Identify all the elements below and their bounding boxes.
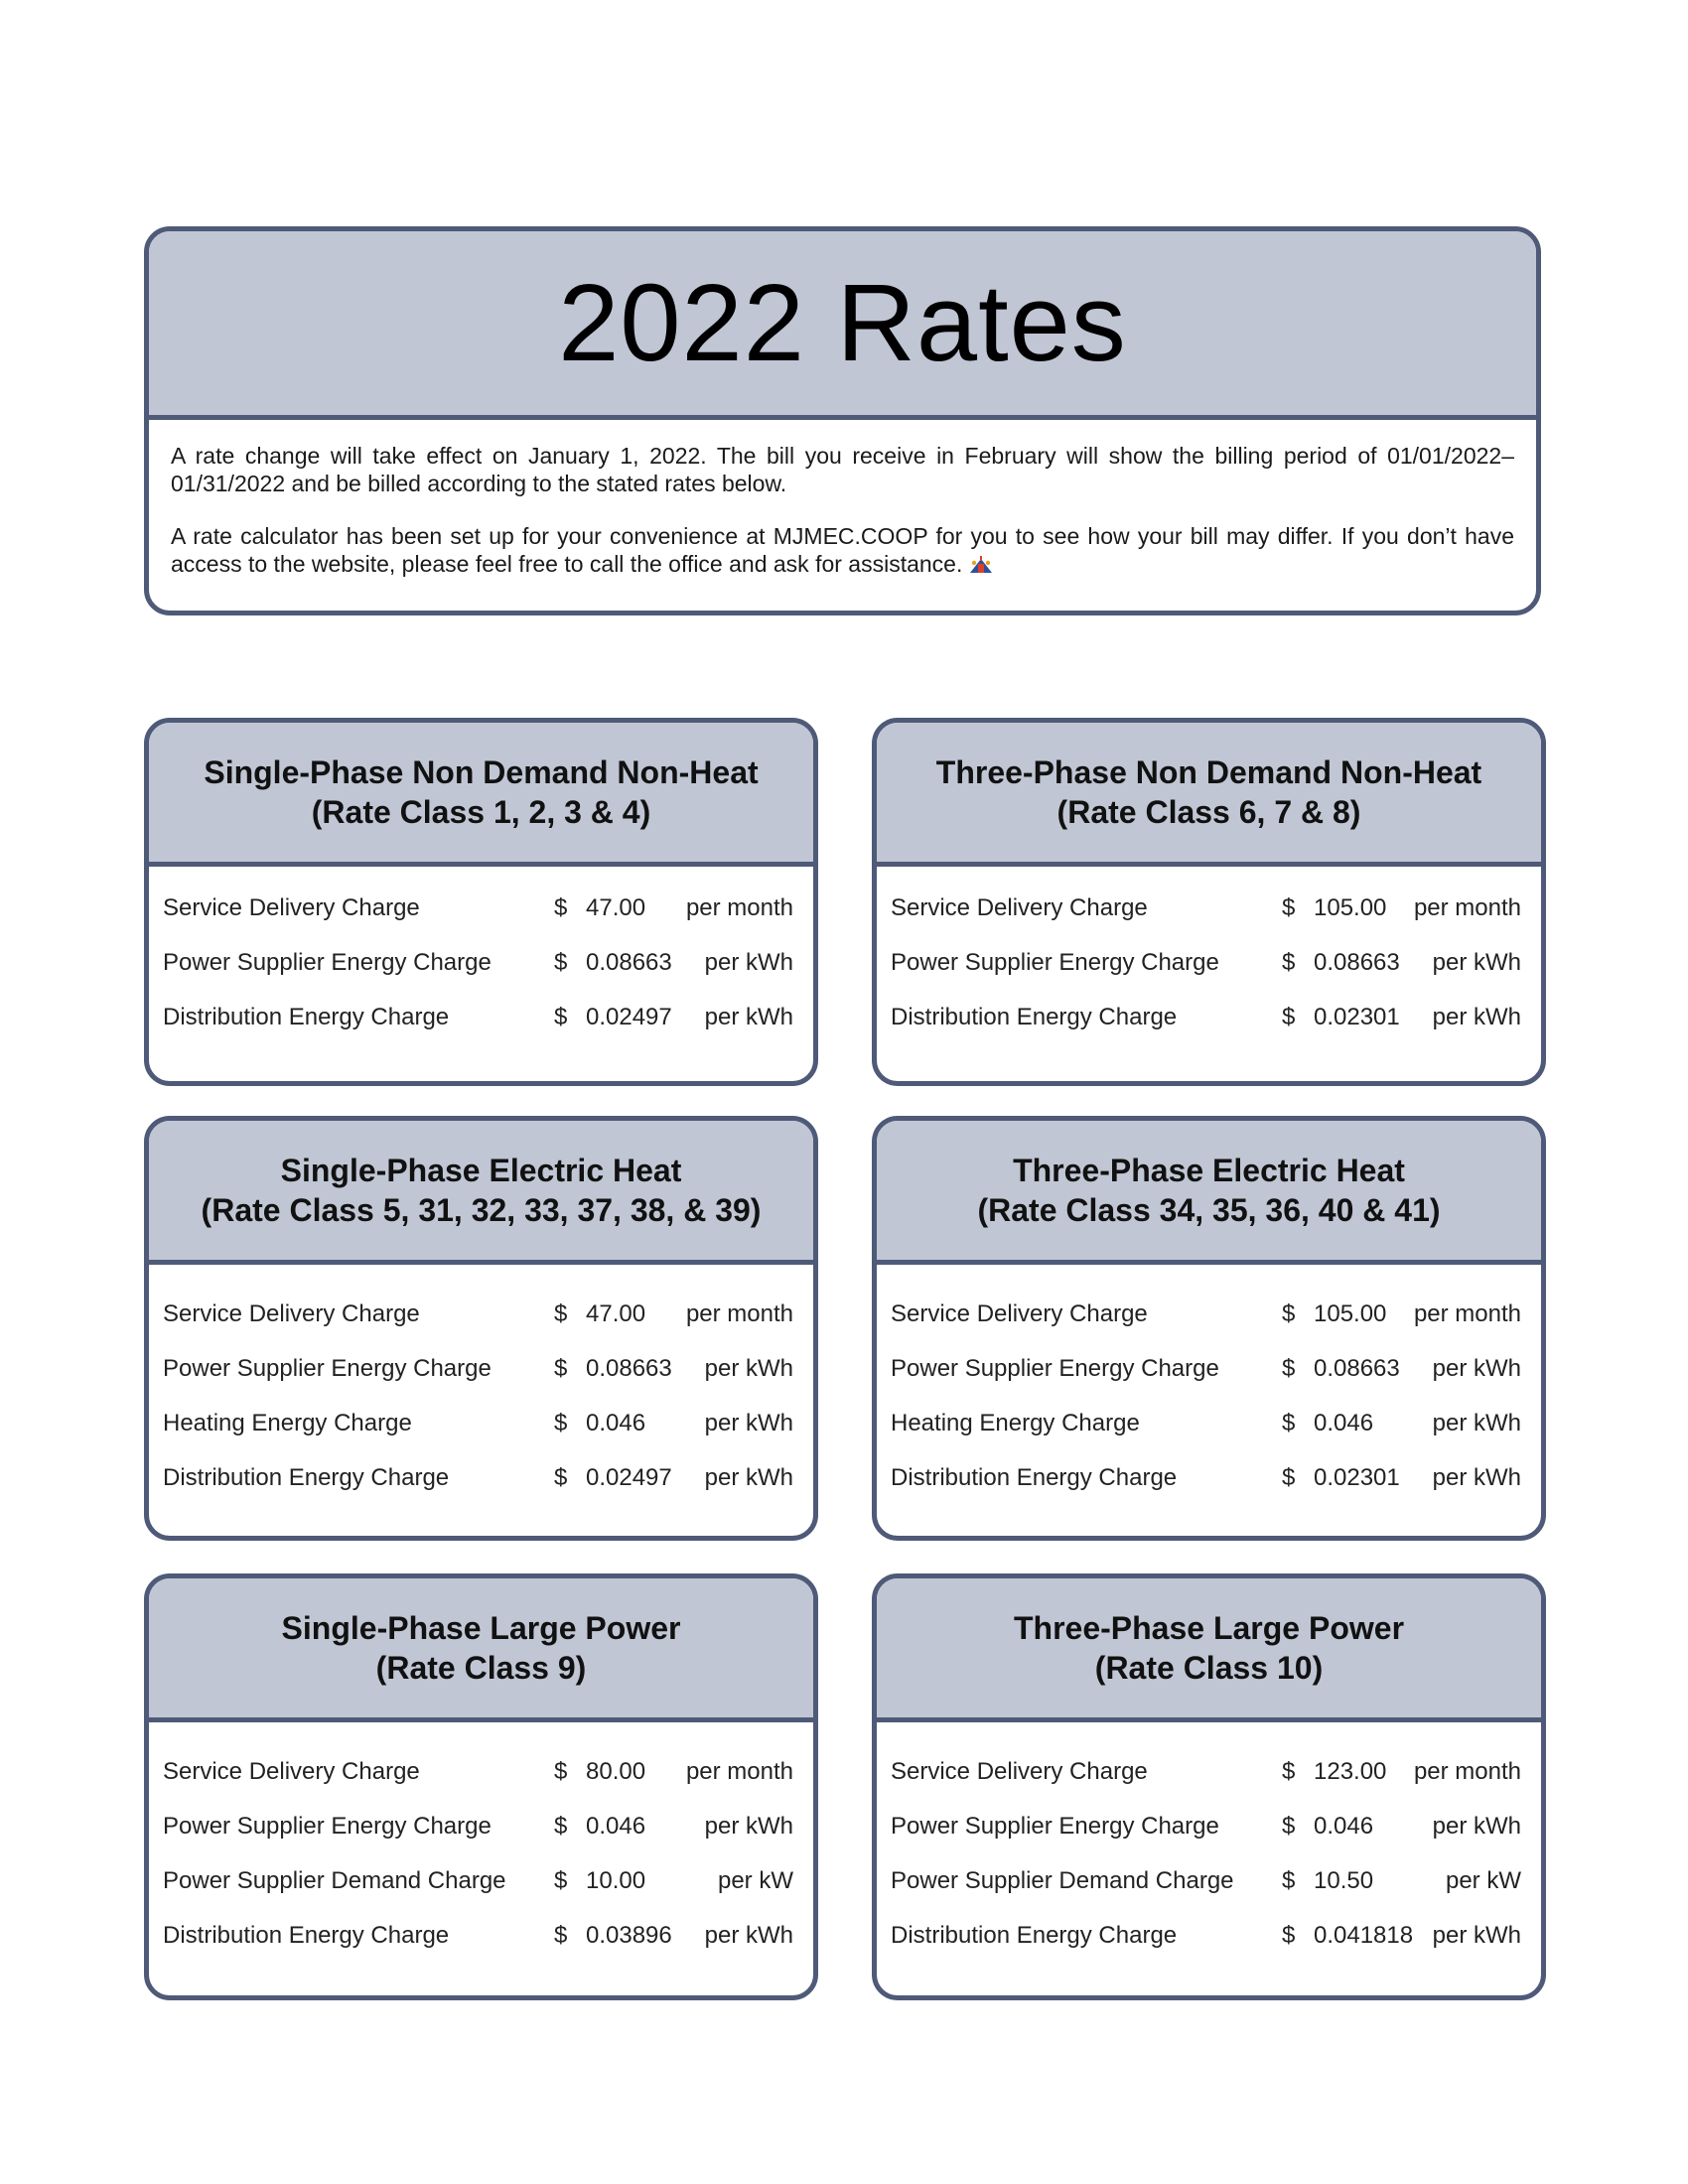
charge-list [877,1722,1541,1977]
charge-label: Distribution Energy Charge [163,1922,450,1949]
currency-symbol: $ [554,894,568,921]
charge-label: Power Supplier Energy Charge [891,1813,1219,1840]
currency-symbol: $ [1282,1355,1296,1382]
charge-unit: per month [685,894,793,921]
charge-row [877,1004,1541,1058]
charge-row [149,1813,813,1867]
charge-row [877,1922,1541,1977]
charge-amount: 0.046 [586,1410,646,1436]
charge-row [149,1922,813,1977]
charge-amount: 80.00 [586,1758,646,1785]
currency-symbol: $ [554,1464,568,1491]
currency-symbol: $ [1282,1300,1296,1327]
rate-class-title: Single-Phase Large Power [281,1610,681,1646]
rate-class-card [872,1116,1546,1541]
charge-unit: per kWh [704,1813,793,1840]
rate-class-subtitle: (Rate Class 6, 7 & 8) [1056,794,1361,830]
charge-unit: per kWh [1432,1813,1521,1840]
charge-label: Power Supplier Energy Charge [891,949,1219,976]
charge-label: Heating Energy Charge [891,1410,1140,1436]
title-banner [149,231,1536,420]
charge-label: Service Delivery Charge [891,894,1148,921]
intro-paragraph-1: A rate change will take effect on January 1, 2022. The bill you receive in February will show the billing period of 01/01/2022–01/31/2022 and be billed according to the stated rates below. [171,443,1514,496]
rate-class-header [149,1121,813,1265]
charge-label: Service Delivery Charge [163,1758,420,1785]
currency-symbol: $ [554,1813,568,1840]
charge-amount: 0.046 [586,1813,646,1840]
currency-symbol: $ [554,1355,568,1382]
charge-label: Distribution Energy Charge [891,1464,1178,1491]
rate-class-title: Three-Phase Non Demand Non-Heat [935,754,1482,790]
charge-amount: 105.00 [1314,894,1387,921]
charge-row [149,1300,813,1355]
charge-list [149,1722,813,1977]
charge-label: Service Delivery Charge [163,894,420,921]
charge-unit: per kWh [704,1355,793,1382]
rate-class-header [149,723,813,867]
charge-unit: per month [685,1300,793,1327]
rate-class-title: Three-Phase Electric Heat [1013,1153,1405,1188]
charge-amount: 0.02301 [1314,1004,1400,1030]
charge-label: Distribution Energy Charge [163,1004,450,1030]
charge-amount: 0.03896 [586,1922,672,1949]
intro-panel [144,226,1541,615]
charge-row [877,1464,1541,1519]
charge-row [149,1758,813,1813]
rate-class-header [877,1121,1541,1265]
rate-class-card [144,718,818,1086]
rate-class-header [877,723,1541,867]
charge-amount: 0.046 [1314,1813,1374,1840]
rate-class-subtitle: (Rate Class 1, 2, 3 & 4) [311,794,651,830]
charge-row [149,1004,813,1058]
charge-unit: per month [1413,1300,1521,1327]
charge-label: Distribution Energy Charge [163,1464,450,1491]
rate-class-card [872,1573,1546,2000]
charge-unit: per kWh [1432,1464,1521,1491]
charge-row [149,1355,813,1410]
charge-unit: per kWh [704,1004,793,1030]
charge-label: Power Supplier Demand Charge [163,1867,506,1894]
charge-amount: 0.02301 [1314,1464,1400,1491]
charge-unit: per kWh [1432,1004,1521,1030]
charge-amount: 47.00 [586,894,646,921]
rate-class-subtitle: (Rate Class 34, 35, 36, 40 & 41) [977,1192,1441,1228]
intro-paragraph-2 [171,522,1514,578]
rate-class-subtitle: (Rate Class 9) [375,1650,587,1686]
currency-symbol: $ [554,1410,568,1436]
charge-row [877,949,1541,1004]
charge-row [877,894,1541,949]
charge-list [149,867,813,1058]
currency-symbol: $ [1282,949,1296,976]
charge-unit: per kW [1445,1867,1521,1894]
charge-label: Power Supplier Demand Charge [891,1867,1234,1894]
currency-symbol: $ [1282,1004,1296,1030]
rate-class-subtitle: (Rate Class 5, 31, 32, 33, 37, 38, & 39) [201,1192,762,1228]
charge-unit: per kWh [704,1410,793,1436]
charge-amount: 47.00 [586,1300,646,1327]
rate-class-title: Three-Phase Large Power [1013,1610,1405,1646]
currency-symbol: $ [1282,1410,1296,1436]
charge-amount: 0.041818 [1314,1922,1414,1949]
charge-label: Power Supplier Energy Charge [891,1355,1219,1382]
charge-row [877,1758,1541,1813]
charge-amount: 123.00 [1314,1758,1387,1785]
rate-class-subtitle: (Rate Class 10) [1094,1650,1324,1686]
charge-row [149,949,813,1004]
charge-unit: per kW [717,1867,793,1894]
charge-label: Service Delivery Charge [891,1300,1148,1327]
charge-label: Power Supplier Energy Charge [163,1813,492,1840]
charge-amount: 0.08663 [1314,1355,1400,1382]
currency-symbol: $ [554,949,568,976]
charge-row [149,1867,813,1922]
charge-amount: 0.02497 [586,1004,672,1030]
charge-amount: 0.08663 [1314,949,1400,976]
charge-row [877,1410,1541,1464]
charge-unit: per kWh [704,949,793,976]
charge-unit: per kWh [1432,949,1521,976]
rate-class-card [872,718,1546,1086]
intro-text [149,420,1536,578]
charge-row [149,894,813,949]
charge-row [877,1355,1541,1410]
charge-amount: 0.02497 [586,1464,672,1491]
page-title: 2022 Rates [558,262,1127,384]
currency-symbol: $ [1282,894,1296,921]
charge-label: Heating Energy Charge [163,1410,412,1436]
currency-symbol: $ [1282,1758,1296,1785]
charge-label: Distribution Energy Charge [891,1922,1178,1949]
cooperative-logo-icon [968,555,994,575]
charge-row [149,1410,813,1464]
charge-unit: per kWh [704,1464,793,1491]
charge-list [877,867,1541,1058]
charge-row [877,1300,1541,1355]
charge-amount: 105.00 [1314,1300,1387,1327]
charge-label: Service Delivery Charge [163,1300,420,1327]
currency-symbol: $ [1282,1922,1296,1949]
charge-unit: per month [685,1758,793,1785]
charge-amount: 10.50 [1314,1867,1374,1894]
currency-symbol: $ [1282,1813,1296,1840]
charge-row [149,1464,813,1519]
charge-amount: 0.08663 [586,1355,672,1382]
intro-paragraph-2-text: A rate calculator has been set up for your convenience at MJMEC.COOP for you to see how your bill may differ. If you don’t have access to the website, please feel free to call the office and ask for assistance. [171,523,1514,577]
charge-row [877,1867,1541,1922]
charge-amount: 0.046 [1314,1410,1374,1436]
currency-symbol: $ [1282,1464,1296,1491]
rate-class-card [144,1573,818,2000]
charge-amount: 10.00 [586,1867,646,1894]
currency-symbol: $ [554,1004,568,1030]
currency-symbol: $ [554,1867,568,1894]
charge-amount: 0.08663 [586,949,672,976]
currency-symbol: $ [1282,1867,1296,1894]
rate-class-header [877,1578,1541,1722]
charge-unit: per kWh [704,1922,793,1949]
currency-symbol: $ [554,1922,568,1949]
charge-unit: per month [1413,1758,1521,1785]
charge-unit: per kWh [1432,1410,1521,1436]
charge-unit: per kWh [1432,1355,1521,1382]
charge-row [877,1813,1541,1867]
charge-label: Power Supplier Energy Charge [163,949,492,976]
charge-unit: per month [1413,894,1521,921]
rate-class-card [144,1116,818,1541]
currency-symbol: $ [554,1300,568,1327]
charge-unit: per kWh [1432,1922,1521,1949]
rate-class-title: Single-Phase Non Demand Non-Heat [204,754,759,790]
rate-class-title: Single-Phase Electric Heat [280,1153,682,1188]
charge-label: Service Delivery Charge [891,1758,1148,1785]
charge-list [149,1265,813,1519]
charge-label: Power Supplier Energy Charge [163,1355,492,1382]
rate-class-header [149,1578,813,1722]
charge-label: Distribution Energy Charge [891,1004,1178,1030]
charge-list [877,1265,1541,1519]
currency-symbol: $ [554,1758,568,1785]
